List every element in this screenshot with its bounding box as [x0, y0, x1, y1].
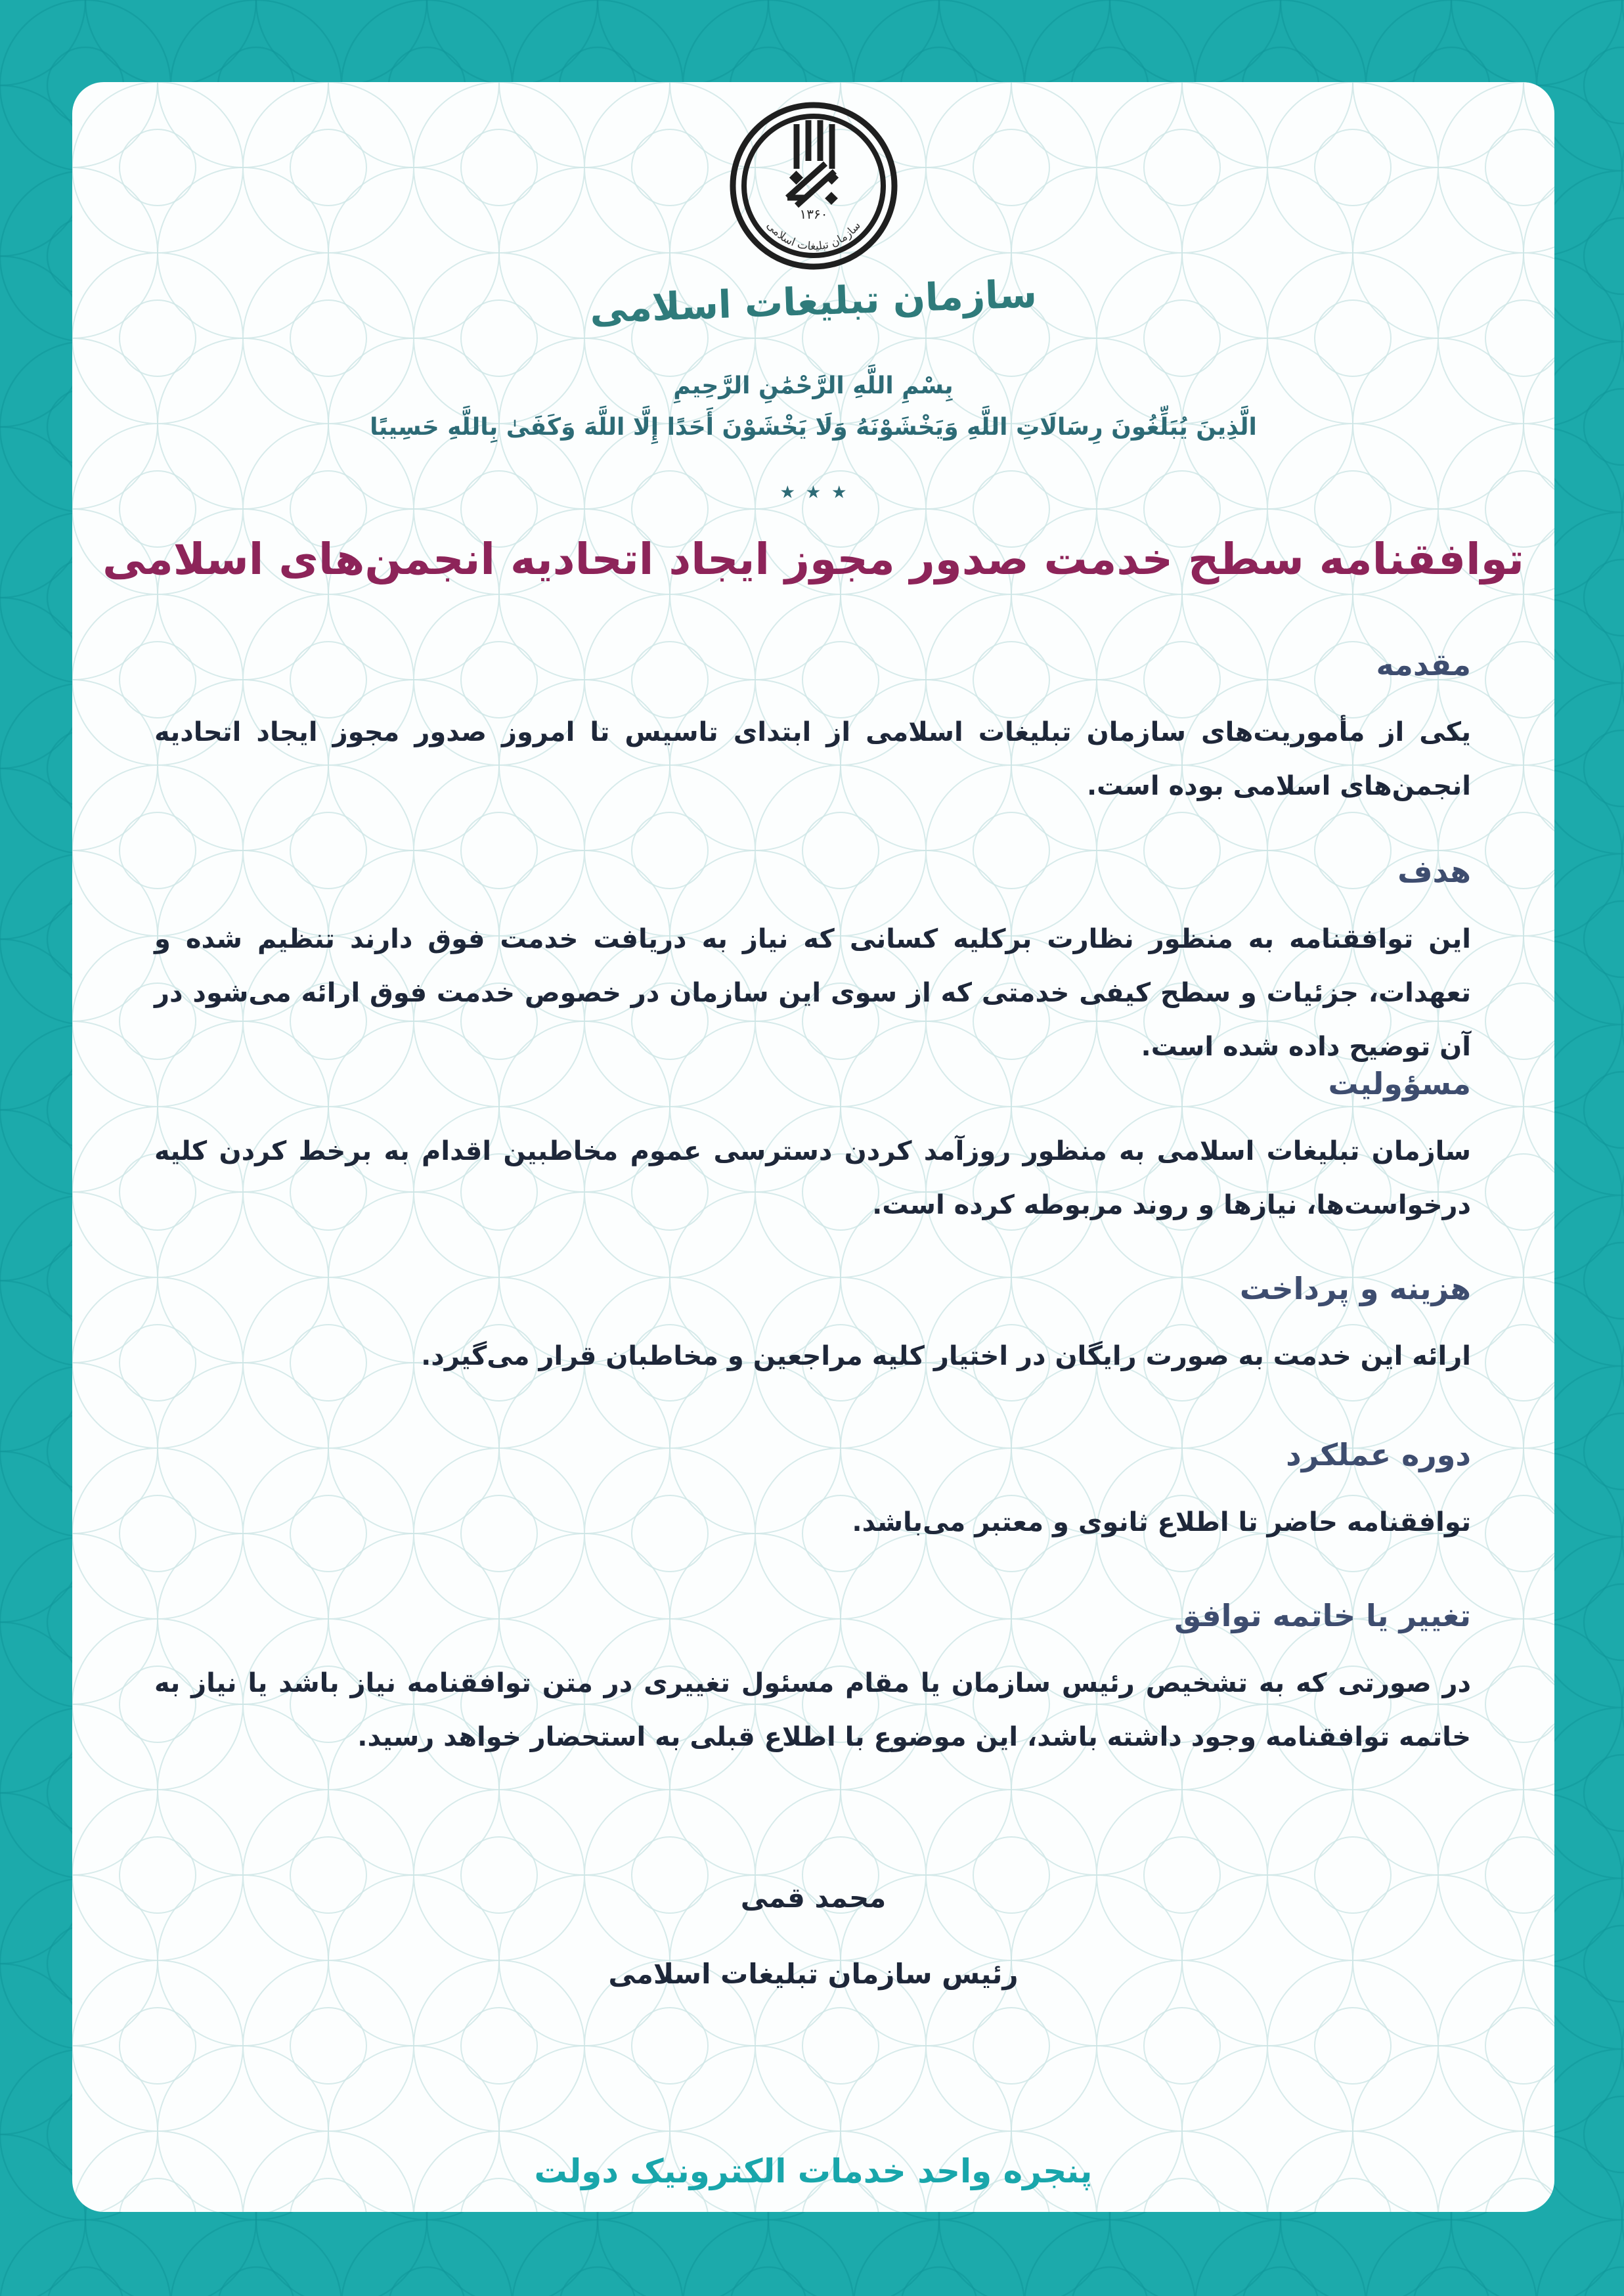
- section-body: ارائه این خدمت به صورت رایگان در اختیار کلیه مراجعین و مخاطبان قرار می‌گیرد.: [421, 1341, 1471, 1372]
- document-card: [72, 82, 1554, 2212]
- document-content: [72, 82, 1554, 2212]
- section-responsibility: [154, 1066, 1471, 1232]
- star-divider: ٭ ٭ ٭: [779, 475, 847, 508]
- section-cost-payment: [154, 1271, 1471, 1383]
- section-heading: هزینه و پرداخت: [1239, 1271, 1471, 1306]
- section-introduction: [154, 647, 1471, 813]
- section-body: در صورتی که به تشخیص رئیس سازمان یا مقام مسئول تغییری در متن توافقنامه نیاز باشد یا نیاز به خاتمه توافقنامه وجود داشته باشد، این موضوع با اطلاع قبلی به استحضار خواهد رسید.: [154, 1668, 1471, 1753]
- bismillah-text: بِسْمِ اللَّهِ الرَّحْمَٰنِ الرَّحِيمِ: [673, 372, 954, 399]
- section-heading: تغییر یا خاتمه توافق: [1174, 1598, 1471, 1633]
- section-change-termination: [154, 1598, 1471, 1764]
- section-heading: دوره عملکرد: [1286, 1437, 1471, 1472]
- signature-name: محمد قمی: [740, 1882, 887, 1914]
- section-goal: [154, 854, 1471, 1074]
- emblem-caption-curved: سازمان تبلیغات اسلامی: [763, 219, 864, 254]
- organization-calligraphy: سازمان تبلیغات اسلامی: [589, 271, 1038, 332]
- section-heading: هدف: [1397, 854, 1471, 889]
- section-heading: مقدمه: [1376, 647, 1471, 682]
- section-body: یکی از مأموریت‌های سازمان تبلیغات اسلامی از ابتدای تاسیس تا امروز صدور مجوز ایجاد اتحادیه انجمن‌های اسلامی بوده است.: [154, 717, 1471, 802]
- section-body: سازمان تبلیغات اسلامی به منظور روزآمد کردن دسترسی عموم مخاطبین اقدام به برخط کردن کلیه درخواست‌ها، نیازها و روند مربوطه کرده است.: [154, 1136, 1471, 1221]
- allah-kufic-mark: [787, 120, 835, 206]
- section-heading: مسؤولیت: [1328, 1066, 1471, 1101]
- page-title: توافقنامه سطح خدمت صدور مجوز ایجاد اتحادیه انجمن‌های اسلامی: [102, 534, 1524, 585]
- emblem-graphic: [728, 100, 899, 271]
- section-body: توافقنامه حاضر تا اطلاع ثانوی و معتبر می‌باشد.: [852, 1507, 1471, 1538]
- section-body: این توافقنامه به منظور نظارت برکلیه کسانی که نیاز به دریافت خدمت فوق دارند تنظیم شده و تعهدات، جزئیات و سطح کیفی خدمتی که از سوی این سازمان در خصوص خدمت فوق ارائه می‌شود در آن توضیح داده شده است.: [154, 924, 1471, 1063]
- signature-role: رئیس سازمان تبلیغات اسلامی: [608, 1958, 1019, 1990]
- emblem-year: ۱۳۶۰: [799, 206, 827, 222]
- quran-verse-text: الَّذِينَ يُبَلِّغُونَ رِسَالَاتِ اللَّهِ وَيَخْشَوْنَهُ وَلَا يَخْشَوْنَ أَحَدًا إِلَّا اللَّهَ وَكَفَىٰ بِاللَّهِ حَسِيبًا: [370, 414, 1257, 441]
- footer-service-window: پنجره واحد خدمات الکترونیک دولت: [534, 2152, 1093, 2190]
- section-performance-period: [154, 1437, 1471, 1549]
- organization-emblem: [728, 100, 899, 274]
